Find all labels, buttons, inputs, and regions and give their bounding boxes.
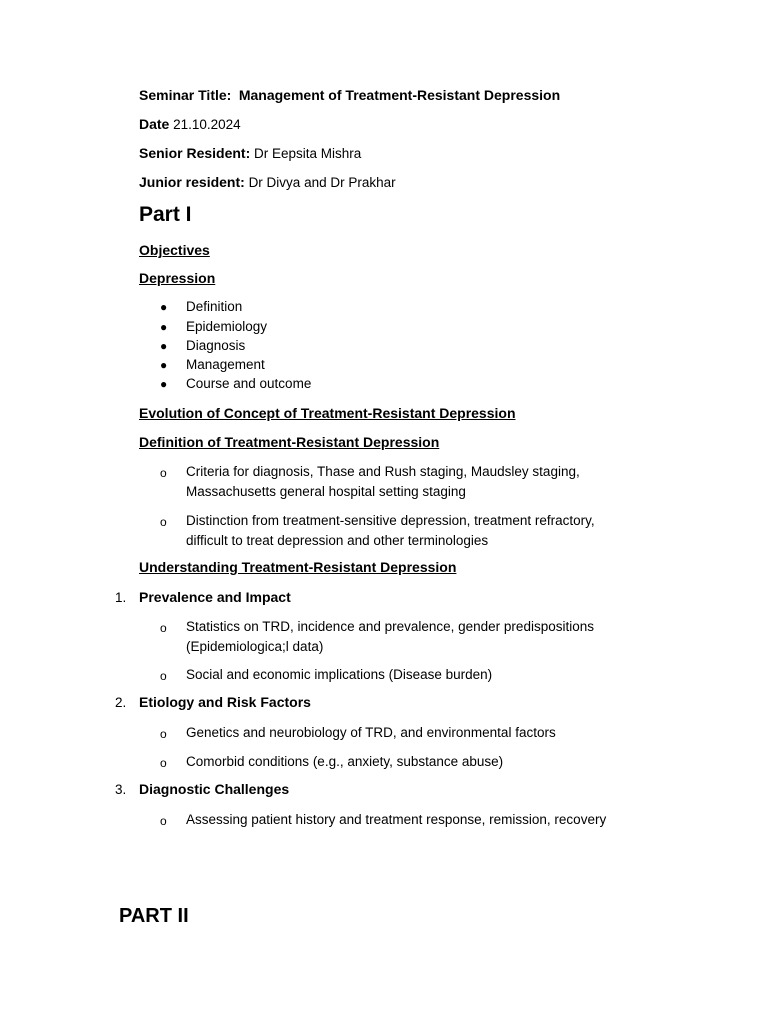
section-heading: 3. Diagnostic Challenges (115, 781, 290, 797)
section-heading: 1. Prevalence and Impact (115, 589, 291, 605)
list-item: ● Management (160, 357, 265, 372)
senior-resident-value: Dr Eepsita Mishra (254, 146, 362, 161)
list-item: o Assessing patient history and treatment response, remission, recovery (160, 810, 640, 831)
date-label: Date (139, 116, 170, 132)
list-item: ● Definition (160, 299, 243, 314)
junior-resident-value: Dr Divya and Dr Prakhar (248, 175, 396, 190)
bullet-icon: ● (160, 377, 168, 391)
sub-bullet-icon: o (160, 669, 167, 683)
section-number: 2. (115, 695, 127, 710)
list-item: ● Course and outcome (160, 376, 312, 391)
sub-bullet-icon: o (160, 515, 167, 529)
junior-resident-line (139, 174, 396, 190)
sub-bullet-icon: o (160, 756, 167, 770)
sub-bullet-icon: o (160, 621, 167, 635)
sub-bullet-icon: o (160, 814, 167, 828)
list-item: o Genetics and neurobiology of TRD, and environmental factors (160, 723, 640, 744)
section-number: 3. (115, 782, 127, 797)
bullet-icon: ● (160, 320, 168, 334)
list-item: o Criteria for diagnosis, Thase and Rush staging, Maudsley staging, Massachusetts general hospital setting staging (160, 462, 640, 502)
section-heading: 2. Etiology and Risk Factors (115, 694, 311, 710)
sub-bullet-icon: o (160, 466, 167, 480)
junior-resident-label: Junior resident: (139, 174, 245, 190)
definition-heading: Definition of Treatment-Resistant Depression (139, 434, 440, 450)
seminar-title-value: Management of Treatment-Resistant Depression (238, 87, 561, 103)
depression-heading: Depression (139, 270, 216, 286)
bullet-icon: ● (160, 339, 168, 353)
date-value: 21.10.2024 (173, 117, 241, 132)
senior-resident-line (139, 145, 361, 161)
list-item: o Statistics on TRD, incidence and prevalence, gender predispositions (Epidemiologica;l data) (160, 617, 640, 657)
section-number: 1. (115, 590, 127, 605)
part-one-heading: Part I (139, 203, 192, 226)
seminar-title-label: Seminar Title: (139, 87, 232, 103)
date-line (139, 116, 241, 132)
part-two-heading: PART II (119, 905, 189, 927)
list-item: ● Diagnosis (160, 338, 246, 353)
list-item: o Social and economic implications (Disease burden) (160, 665, 640, 686)
bullet-icon: ● (160, 358, 168, 372)
bullet-icon: ● (160, 300, 168, 314)
list-item: o Distinction from treatment-sensitive depression, treatment refractory, difficult to treat depression and other terminologies (160, 511, 640, 551)
seminar-title-line (139, 87, 560, 103)
objectives-heading: Objectives (139, 242, 210, 258)
list-item: o Comorbid conditions (e.g., anxiety, substance abuse) (160, 752, 640, 773)
senior-resident-label: Senior Resident: (139, 145, 251, 161)
list-item: ● Epidemiology (160, 319, 268, 334)
sub-bullet-icon: o (160, 727, 167, 741)
understanding-heading: Understanding Treatment-Resistant Depression (139, 559, 457, 575)
evolution-heading: Evolution of Concept of Treatment-Resistant Depression (139, 405, 516, 421)
